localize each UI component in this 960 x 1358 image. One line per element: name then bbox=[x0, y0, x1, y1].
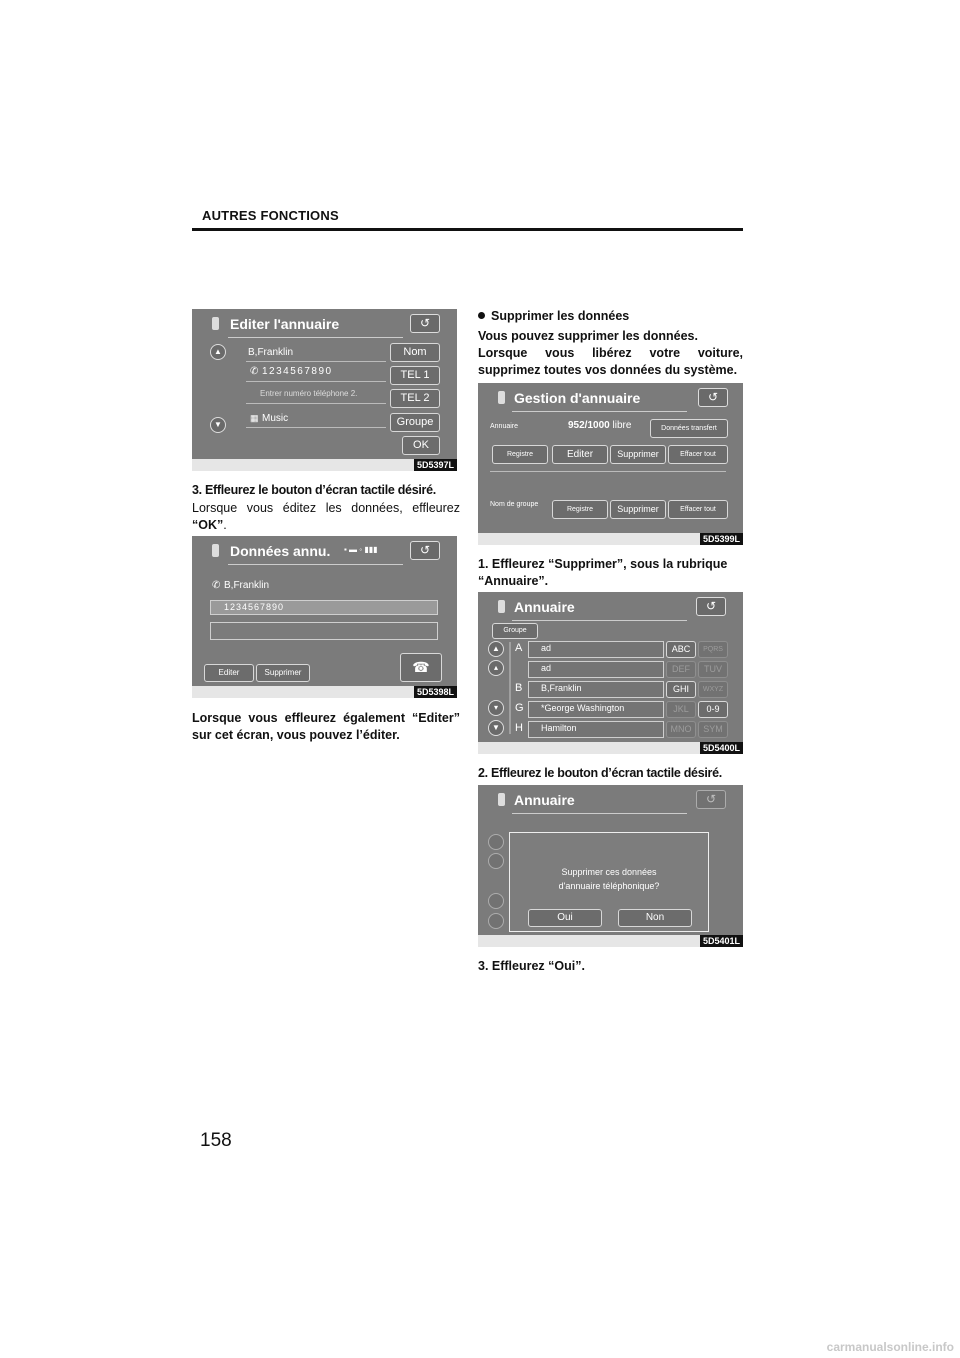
contact-name: B,Franklin bbox=[224, 580, 270, 591]
page-up-button[interactable]: ▲ bbox=[210, 344, 226, 360]
phone-icon bbox=[212, 544, 219, 557]
alphabet-key[interactable]: PQRS bbox=[698, 641, 728, 658]
list-letter: H bbox=[515, 722, 523, 734]
page-up-button[interactable]: ▲ bbox=[488, 641, 504, 657]
figure-code: 5D5397L bbox=[414, 459, 457, 471]
alphabet-key[interactable]: 0-9 bbox=[698, 701, 728, 718]
phone-icon bbox=[498, 600, 505, 613]
title-underline bbox=[228, 337, 403, 338]
list-item[interactable] bbox=[528, 661, 664, 678]
groups-label: Nom de groupe bbox=[490, 501, 539, 508]
delete-section-title bbox=[478, 308, 629, 325]
back-button[interactable]: ↺ bbox=[698, 388, 728, 407]
screen-title: Gestion d'annuaire bbox=[514, 390, 641, 406]
figure-code: 5D5400L bbox=[700, 742, 743, 754]
registre-button[interactable]: Registre bbox=[492, 445, 548, 464]
alphabet-key[interactable]: DEF bbox=[666, 661, 696, 678]
annuaire-label: Annuaire bbox=[490, 423, 519, 430]
scroll-down-button[interactable]: ▾ bbox=[488, 700, 504, 716]
free-word: libre bbox=[612, 420, 632, 431]
edit-note bbox=[192, 500, 460, 533]
editer-button[interactable]: Editer bbox=[204, 664, 254, 682]
list-item-name: *George Washington bbox=[541, 703, 625, 713]
dialog-message-line1: Supprimer ces données bbox=[561, 867, 657, 877]
name-field-line bbox=[246, 361, 386, 362]
page-down-button[interactable]: ▼ bbox=[488, 720, 504, 736]
free-count-number: 952/1000 bbox=[568, 420, 610, 431]
bullet-icon bbox=[478, 312, 485, 319]
page-down-button bbox=[488, 913, 504, 929]
list-letter: G bbox=[515, 702, 524, 714]
step-3-right: 3. Effleurez “Oui”. bbox=[478, 959, 585, 973]
alphabet-key[interactable]: SYM bbox=[698, 721, 728, 738]
effacer-tout-group-button[interactable]: Effacer tout bbox=[668, 500, 728, 519]
tel2-hint: Entrer numéro téléphone 2. bbox=[260, 389, 358, 398]
scrollbar[interactable] bbox=[509, 642, 511, 734]
intro-text-2: Lorsque vous libérez votre voiture, supprimez toutes vos données du système. bbox=[478, 346, 743, 377]
tel2-field-line bbox=[246, 403, 386, 404]
tel1-button[interactable]: TEL 1 bbox=[390, 366, 440, 385]
scroll-up-button[interactable]: ▴ bbox=[488, 660, 504, 676]
edit-note-line1: Lorsque vous éditez les données, effleurez bbox=[192, 501, 460, 515]
edit-note-end: . bbox=[223, 517, 227, 532]
section-header: AUTRES FONCTIONS bbox=[202, 208, 339, 223]
screen-title: Données annu. bbox=[230, 543, 331, 559]
call-button[interactable]: ☎ bbox=[400, 653, 442, 682]
contact-name: B,Franklin bbox=[248, 347, 294, 358]
confirm-dialog bbox=[509, 832, 709, 932]
intro-text-1: Vous pouvez supprimer les données. bbox=[478, 329, 698, 343]
alphabet-key[interactable]: TUV bbox=[698, 661, 728, 678]
phone-icon bbox=[498, 391, 505, 404]
step-3-left: 3. Effleurez le bouton d’écran tactile désiré. bbox=[192, 483, 436, 497]
group-field-line bbox=[246, 427, 386, 428]
empty-row bbox=[210, 622, 438, 640]
list-item[interactable] bbox=[528, 701, 664, 718]
tel2-button[interactable]: TEL 2 bbox=[390, 389, 440, 408]
back-button[interactable]: ↺ bbox=[696, 790, 726, 809]
figure-code: 5D5401L bbox=[700, 935, 743, 947]
header-rule bbox=[192, 228, 743, 231]
supprimer-button[interactable]: Supprimer bbox=[610, 445, 666, 464]
figure-edit-phonebook bbox=[192, 309, 457, 471]
group-icon: ▦ bbox=[250, 413, 259, 423]
title-underline bbox=[512, 620, 687, 621]
alphabet-key[interactable]: ABC bbox=[666, 641, 696, 658]
supprimer-group-button[interactable]: Supprimer bbox=[610, 500, 666, 519]
non-button[interactable]: Non bbox=[618, 909, 692, 927]
group-name: Music bbox=[262, 413, 289, 424]
scroll-down-button bbox=[488, 893, 504, 909]
figure-delete-confirmation bbox=[478, 785, 743, 947]
ok-label: “OK” bbox=[192, 517, 224, 532]
title-underline bbox=[512, 411, 687, 412]
alphabet-key[interactable]: JKL bbox=[666, 701, 696, 718]
alphabet-key[interactable]: GHI bbox=[666, 681, 696, 698]
back-button[interactable]: ↺ bbox=[410, 314, 440, 333]
delete-section-title-text: Supprimer les données bbox=[491, 309, 630, 323]
screen-title: Annuaire bbox=[514, 599, 575, 615]
registre-group-button[interactable]: Registre bbox=[552, 500, 608, 519]
list-item-name: B,Franklin bbox=[541, 683, 582, 693]
figure-phonebook-management bbox=[478, 383, 743, 545]
list-item[interactable] bbox=[528, 681, 664, 698]
edit-note-line2 bbox=[192, 517, 460, 534]
status-icons: ▪ ▬ ◦ ▮▮▮ bbox=[344, 545, 378, 554]
list-item-name: ad bbox=[541, 643, 552, 653]
page-down-button[interactable]: ▼ bbox=[210, 417, 226, 433]
page-up-button bbox=[488, 834, 504, 850]
supprimer-button[interactable]: Supprimer bbox=[256, 664, 310, 682]
screen-title: Editer l'annuaire bbox=[230, 316, 340, 332]
list-letter: A bbox=[515, 642, 523, 654]
list-letter: B bbox=[515, 682, 523, 694]
title-underline bbox=[228, 564, 403, 565]
phone-icon bbox=[212, 317, 219, 330]
phone-number: 1234567890 bbox=[224, 602, 285, 612]
step-1: 1. Effleurez “Supprimer”, sous la rubrique “Annuaire”. bbox=[478, 557, 728, 588]
dialog-message-line2: d'annuaire téléphonique? bbox=[558, 881, 660, 891]
figure-code: 5D5398L bbox=[414, 686, 457, 698]
effacer-tout-button[interactable]: Effacer tout bbox=[668, 445, 728, 464]
step-2: 2. Effleurez le bouton d’écran tactile désiré. bbox=[478, 766, 722, 780]
data-transfer-button[interactable]: Données transfert bbox=[650, 419, 728, 438]
page-number: 158 bbox=[200, 1130, 232, 1151]
separator-line bbox=[490, 471, 726, 472]
figure-code: 5D5399L bbox=[700, 533, 743, 545]
scroll-up-button bbox=[488, 853, 504, 869]
back-button[interactable]: ↺ bbox=[696, 597, 726, 616]
ok-button[interactable]: OK bbox=[402, 436, 440, 455]
also-edit-note: Lorsque vous effleurez également “Editer” sur cet écran, vous pouvez l’éditer. bbox=[192, 711, 460, 742]
list-item-name: Hamilton bbox=[541, 723, 577, 733]
list-item-name: ad bbox=[541, 663, 552, 673]
list-item[interactable] bbox=[528, 721, 664, 738]
list-item[interactable] bbox=[528, 641, 664, 658]
free-count bbox=[568, 420, 631, 431]
figure-phonebook-list bbox=[478, 592, 743, 754]
watermark: carmanualsonline.info bbox=[826, 1340, 954, 1354]
phone-field-line bbox=[246, 381, 386, 382]
figure-phonebook-data bbox=[192, 536, 457, 698]
editer-button[interactable]: Editer bbox=[552, 445, 608, 464]
tab-groupe[interactable]: Groupe bbox=[492, 623, 538, 639]
nom-button[interactable]: Nom bbox=[390, 343, 440, 362]
phone-icon-small: ✆ bbox=[250, 366, 259, 377]
groupe-button[interactable]: Groupe bbox=[390, 413, 440, 432]
contact-icon: ✆ bbox=[212, 580, 221, 591]
screen-title: Annuaire bbox=[514, 792, 575, 808]
alphabet-key[interactable]: WXYZ bbox=[698, 681, 728, 698]
phone-icon bbox=[498, 793, 505, 806]
back-button[interactable]: ↺ bbox=[410, 541, 440, 560]
phone-number: 1234567890 bbox=[262, 366, 333, 377]
oui-button[interactable]: Oui bbox=[528, 909, 602, 927]
title-underline bbox=[512, 813, 687, 814]
alphabet-key[interactable]: MNO bbox=[666, 721, 696, 738]
